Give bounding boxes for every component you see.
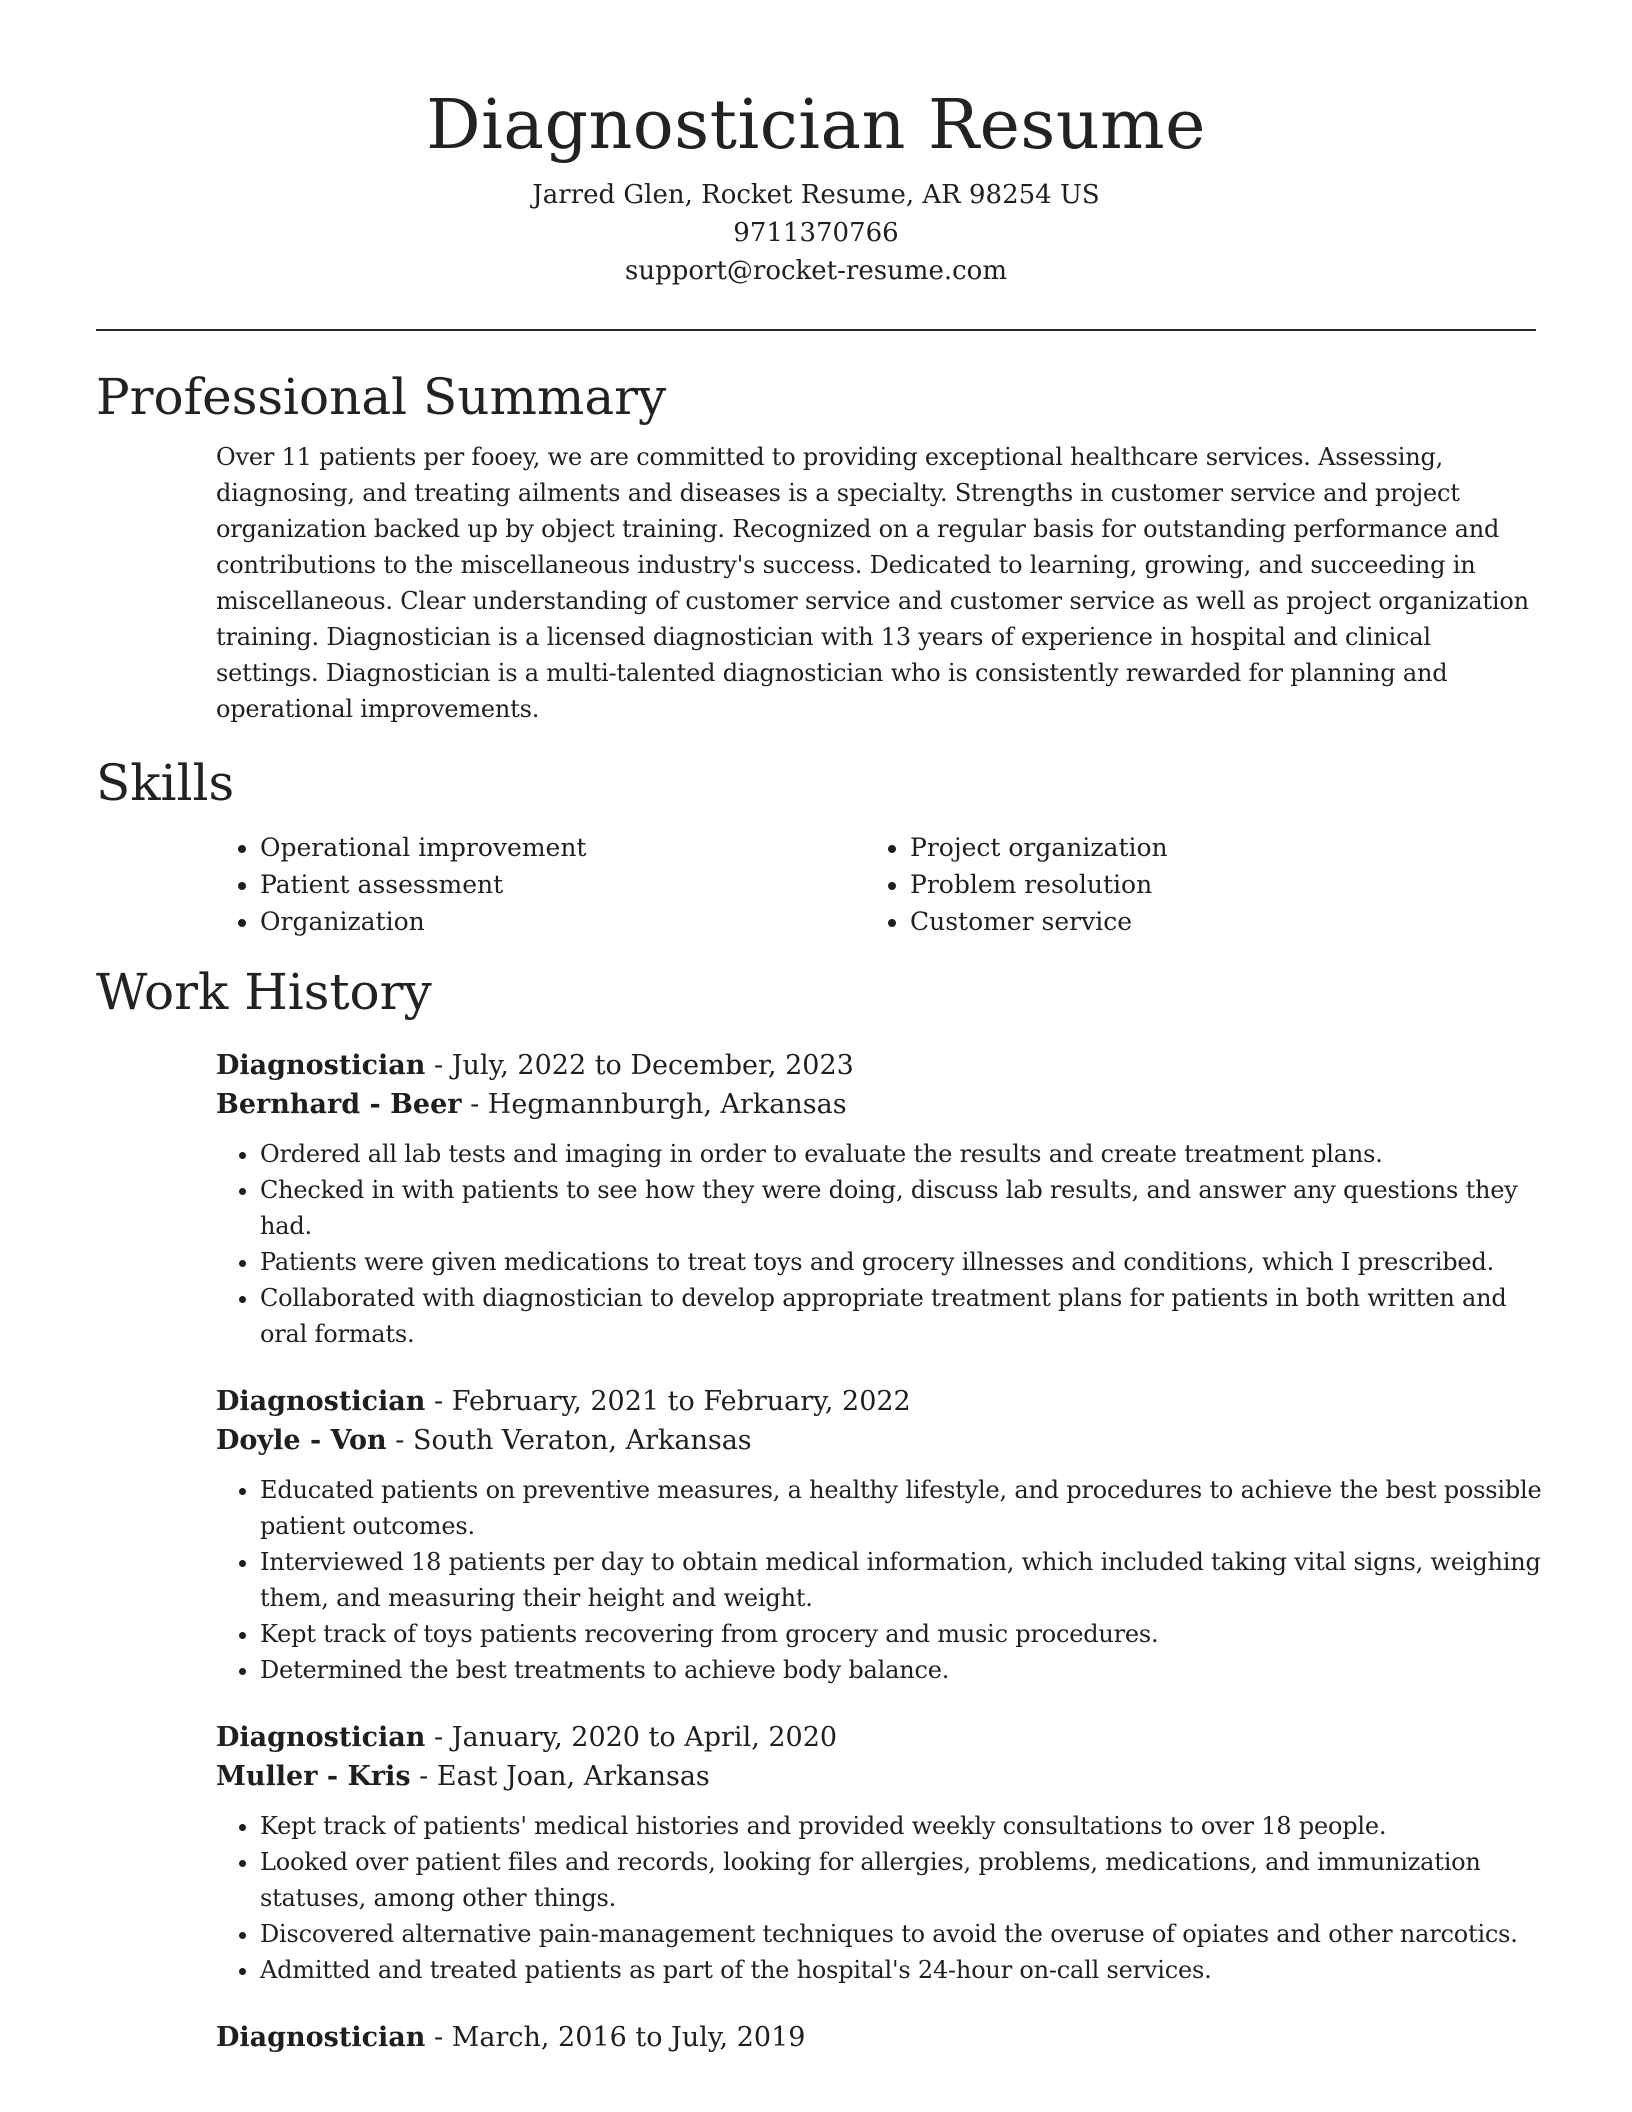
job-entry [216, 1382, 1546, 1688]
contact-email: support@rocket-resume.com [624, 256, 1007, 286]
skill-item: • Customer service [910, 903, 1510, 940]
job-bullet: • Patients were given medications to treat toys and grocery illnesses and conditions, which I prescribed. [260, 1244, 1546, 1280]
job-company: Muller - Kris [216, 1761, 411, 1792]
job-bullet: • Determined the best treatments to achieve body balance. [260, 1652, 1546, 1688]
job-dates: - July, 2022 to December, 2023 [425, 1050, 854, 1081]
job-company: Doyle - Von [216, 1425, 387, 1456]
job-bullet: • Checked in with patients to see how they were doing, discuss lab results, and answer any questions they had. [260, 1172, 1546, 1244]
work-history-heading: Work History [96, 963, 432, 1021]
skill-item: • Project organization [910, 829, 1510, 866]
page-title: Diagnostician Resume [426, 86, 1206, 165]
job-role: Diagnostician [216, 1386, 426, 1417]
contact-phone: 9711370766 [733, 218, 899, 248]
job-company: Bernhard - Beer [216, 1089, 462, 1120]
skills-column-right [866, 829, 1510, 940]
job-bullet: • Collaborated with diagnostician to develop appropriate treatment plans for patients in both written and oral formats. [260, 1280, 1546, 1352]
skill-item: • Operational improvement [260, 829, 866, 866]
job-entry [216, 1718, 1546, 1988]
job-header [216, 1718, 1546, 1757]
job-location: - East Joan, Arkansas [410, 1761, 710, 1792]
job-bullet: • Educated patients on preventive measures, a healthy lifestyle, and procedures to achieve the best possible patient outcomes. [260, 1472, 1546, 1544]
contact-address: Jarred Glen, Rocket Resume, AR 98254 US [532, 180, 1100, 210]
skill-item: • Organization [260, 903, 866, 940]
job-role: Diagnostician [216, 2022, 426, 2053]
job-bullet: • Interviewed 18 patients per day to obtain medical information, which included taking vital signs, weighing them, and measuring their height and weight. [260, 1544, 1546, 1616]
job-employer [216, 1421, 1546, 1460]
job-employer [216, 1085, 1546, 1124]
resume-page [96, 0, 1542, 2057]
job-entry [216, 2018, 1546, 2057]
job-dates: - February, 2021 to February, 2022 [425, 1386, 911, 1417]
job-dates: - January, 2020 to April, 2020 [425, 1722, 838, 1753]
job-bullets [216, 1808, 1546, 1988]
job-bullet: • Looked over patient files and records, looking for allergies, problems, medications, and immunization statuses, among other things. [260, 1844, 1546, 1916]
job-role: Diagnostician [216, 1050, 426, 1081]
job-location: - South Veraton, Arkansas [386, 1425, 752, 1456]
job-header [216, 1382, 1546, 1421]
job-bullets [216, 1472, 1546, 1688]
job-bullet: • Admitted and treated patients as part of the hospital's 24-hour on-call services. [260, 1952, 1546, 1988]
contact-block [96, 176, 1536, 290]
skills-column-left [216, 829, 866, 940]
skills-heading: Skills [96, 754, 235, 812]
skill-item: • Problem resolution [910, 866, 1510, 903]
job-bullet: • Kept track of patients' medical histories and provided weekly consultations to over 18 people. [260, 1808, 1546, 1844]
job-bullet: • Discovered alternative pain-management techniques to avoid the overuse of opiates and other narcotics. [260, 1916, 1546, 1952]
job-location: - Hegmannburgh, Arkansas [461, 1089, 847, 1120]
job-employer [216, 1757, 1546, 1796]
job-header [216, 1046, 1546, 1085]
job-bullets [216, 1136, 1546, 1352]
job-entry [216, 1046, 1546, 1352]
header-divider [96, 329, 1536, 331]
job-bullet: • Ordered all lab tests and imaging in order to evaluate the results and create treatment plans. [260, 1136, 1546, 1172]
job-bullet: • Kept track of toys patients recovering from grocery and music procedures. [260, 1616, 1546, 1652]
job-header [216, 2018, 1546, 2057]
summary-heading: Professional Summary [96, 368, 667, 426]
skill-item: • Patient assessment [260, 866, 866, 903]
job-dates: - March, 2016 to July, 2019 [425, 2022, 806, 2053]
summary-text: Over 11 patients per fooey, we are committed to providing exceptional healthcare services. Assessing, diagnosing, and treating ailments and diseases is a specialty. Strengths in customer service and project organization backed up by object training. Recognized on a regular basis for outstanding performance and contributions to the miscellaneous industry's success. Dedicated to learning, growing, and succeeding in miscellaneous. Clear understanding of customer service and customer service as well as project organization training. Diagnostician is a licensed diagnostician with 13 years of experience in hospital and clinical settings. Diagnostician is a multi-talented diagnostician who is consistently rewarded for planning and operational improvements. [216, 443, 1529, 723]
job-role: Diagnostician [216, 1722, 426, 1753]
skills-list [216, 829, 1536, 940]
